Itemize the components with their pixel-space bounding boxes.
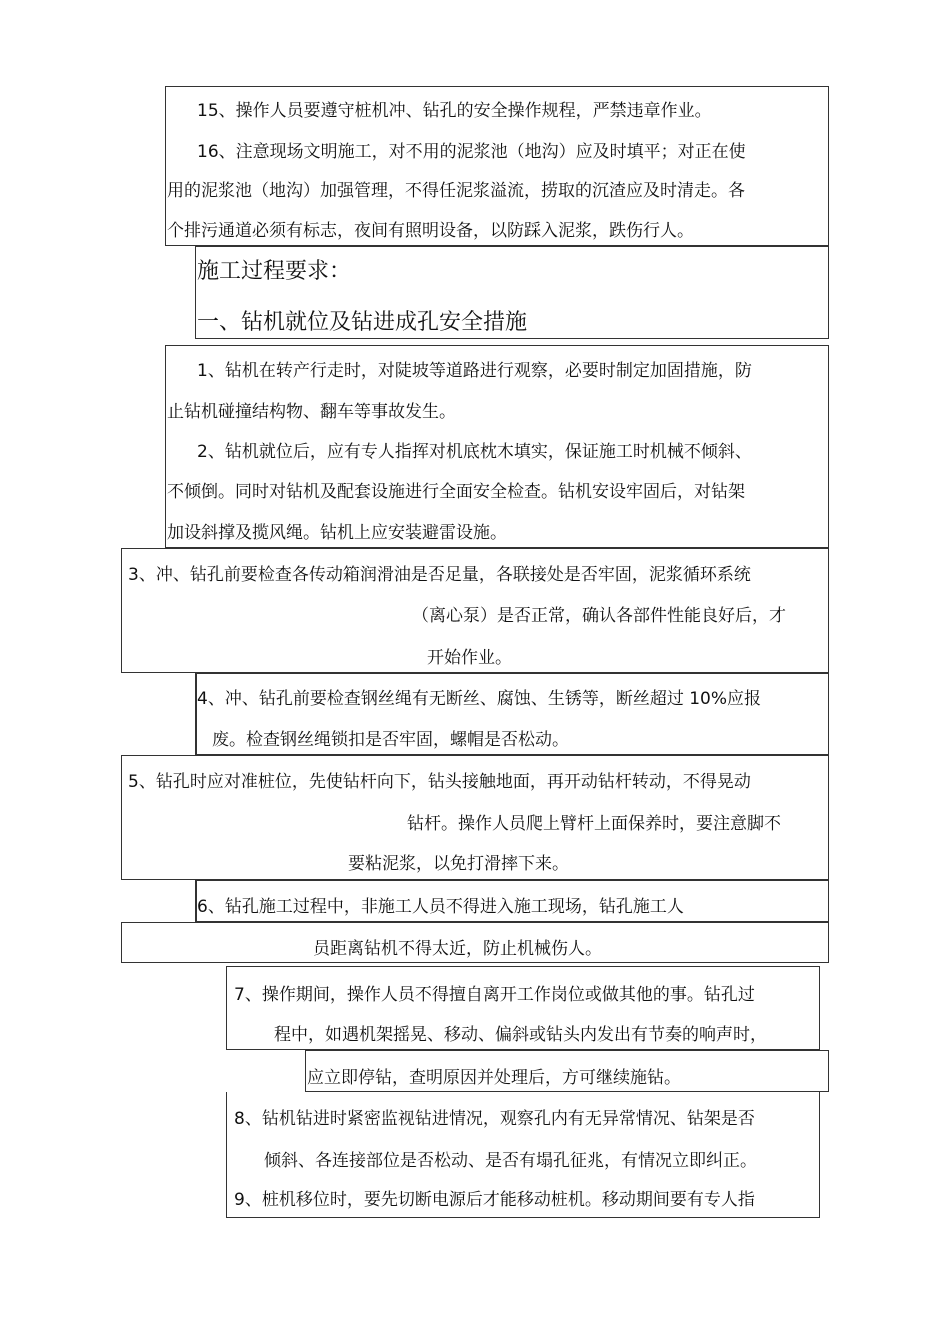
right-rule-items-8-9 [819, 1092, 820, 1218]
item-7-line-3: 应立即停钻，查明原因并处理后，方可继续施钻。 [307, 1068, 681, 1088]
left-rule-items-8-9 [226, 1092, 227, 1218]
item-16-line-1: 16、注意现场文明施工，对不用的泥浆池（地沟）应及时填平；对正在使 [197, 142, 746, 162]
item-2-line-1: 2、钻机就位后，应有专人指挥对机底枕木填实，保证施工时机械不倾斜、 [197, 442, 752, 462]
bottom-rule-items-8-9 [226, 1217, 820, 1218]
item-7-line-2: 程中，如遇机架摇晃、移动、偏斜或钻头内发出有节奏的响声时， [274, 1025, 767, 1045]
item-9-line-1: 9、桩机移位时，要先切断电源后才能移动桩机。移动期间要有专人指 [234, 1190, 755, 1210]
item-1-line-2: 止钻机碰撞结构物、翻车等事故发生。 [167, 402, 456, 422]
item-5-line-2: 钻杆。操作人员爬上臂杆上面保养时，要注意脚不 [407, 814, 781, 834]
item-16-line-3: 个排污通道必须有标志，夜间有照明设备，以防踩入泥浆，跌伤行人。 [167, 221, 694, 241]
item-8-line-2: 倾斜、各连接部位是否松动、是否有塌孔征兆，有情况立即纠正。 [264, 1151, 757, 1171]
item-1-line-1: 1、钻机在转产行走时，对陡坡等道路进行观察，必要时制定加固措施，防 [197, 361, 752, 381]
item-3-line-1: 3、冲、钻孔前要检查各传动箱润滑油是否足量，各联接处是否牢固，泥浆循环系统 [128, 565, 751, 585]
item-8-line-1: 8、钻机钻进时紧密监视钻进情况，观察孔内有无异常情况、钻架是否 [234, 1109, 755, 1129]
heading-process-requirements: 施工过程要求： [197, 259, 352, 284]
item-16-line-2: 用的泥浆池（地沟）加强管理，不得任泥浆溢流，捞取的沉渣应及时清走。各 [167, 181, 745, 201]
item-4-line-1: 4、冲、钻孔前要检查钢丝绳有无断丝、腐蚀、生锈等，断丝超过 10%应报 [197, 689, 762, 709]
item-2-line-2: 不倾倒。同时对钻机及配套设施进行全面安全检查。钻机安设牢固后，对钻架 [167, 482, 745, 502]
heading-section-1: 一、钻机就位及钻进成孔安全措施 [197, 310, 528, 335]
item-5-line-3: 要粘泥浆，以免打滑摔下来。 [348, 854, 569, 874]
item-3-line-2: （离心泵）是否正常，确认各部件性能良好后，才 [412, 606, 786, 626]
item-15-line-1: 15、操作人员要遵守桩机冲、钻孔的安全操作规程，严禁违章作业。 [197, 101, 712, 121]
item-6-line-2: 员距离钻机不得太近，防止机械伤人。 [313, 939, 602, 959]
item-3-line-3: 开始作业。 [427, 648, 512, 668]
item-2-line-3: 加设斜撑及揽风绳。钻机上应安装避雷设施。 [167, 523, 507, 543]
item-4-line-2: 废。检查钢丝绳锁扣是否牢固，螺帽是否松动。 [212, 730, 569, 750]
item-7-line-1: 7、操作期间，操作人员不得擅自离开工作岗位或做其他的事。钻孔过 [234, 985, 755, 1005]
item-5-line-1: 5、钻孔时应对准桩位，先使钻杆向下，钻头接触地面，再开动钻杆转动，不得晃动 [128, 772, 751, 792]
item-6-line-1: 6、钻孔施工过程中，非施工人员不得进入施工现场，钻孔施工人 [197, 897, 684, 917]
